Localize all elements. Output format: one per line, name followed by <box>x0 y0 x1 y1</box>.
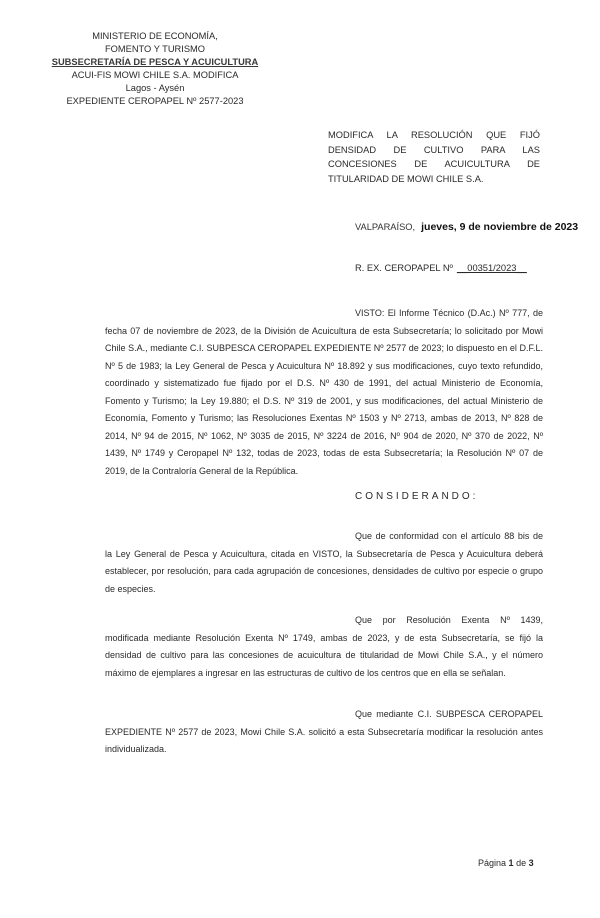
considerando-title: CONSIDERANDO: <box>355 491 479 502</box>
header-subsecretaria: SUBSECRETARÍA DE PESCA Y ACUICULTURA <box>51 57 259 67</box>
considerando-paragraph-3 <box>105 706 543 759</box>
visto-paragraph <box>105 305 543 480</box>
page-total: 3 <box>528 858 534 868</box>
ministry-header <box>40 30 270 108</box>
resolution-number-value: __00351/2023__ <box>456 263 527 273</box>
page-of: de <box>516 858 527 868</box>
header-matter: ACUI-FIS MOWI CHILE S.A. MODIFICA <box>71 70 239 80</box>
header-ministry-line2: FOMENTO Y TURISMO <box>104 44 206 54</box>
place-and-date <box>355 217 578 235</box>
resolution-subject: MODIFICA LA RESOLUCIÓN QUE FIJÓ DENSIDAD DE CULTIVO PARA LAS CONCESIONES DE ACUICULTURA DE TITULARIDAD DE MOWI CHILE S.A. <box>328 130 540 184</box>
resolution-number <box>355 263 527 273</box>
date: jueves, 9 de noviembre de 2023 <box>421 221 579 233</box>
place: VALPARAÍSO, <box>355 222 416 232</box>
considerando-text: Que de conformidad con el artículo 88 bis de la Ley General de Pesca y Acuicultura, citada en VISTO, la Subsecretaría de Pesca y Acuicultura deberá establecer, por resolución, para cada agrupación de concesiones, densidades de cultivo por especie o grupo de especies. <box>105 531 543 594</box>
visto-text: VISTO: El Informe Técnico (D.Ac.) Nº 777, de fecha 07 de noviembre de 2023, de la División de Acuicultura de esta Subsecretaría; lo solicitado por Mowi Chile S.A., mediante C.I. SUBPESCA CEROPAPEL EXPEDIENTE Nº 2577 de 2023; lo dispuesto en el D.F.L. Nº 5 de 1983; la Ley General de Pesca y Acuicultura Nº 18.892 y sus modificaciones, cuyo texto refundido, coordinado y sistematizado fue fijado por el D.S. Nº 430 de 1991, del actual Ministerio de Economía, Fomento y Turismo; la Ley 19.880; el D.S. Nº 319 de 2001, y sus modificaciones, del actual Ministerio de Economía, Fomento y Turismo; las Resoluciones Exentas Nº 1503 y Nº 2713, ambas de 2013, Nº 828 de 2014, Nº 94 de 2015, Nº 1062, Nº 3035 de 2015, Nº 3224 de 2016, Nº 904 de 2020, Nº 370 de 2022, Nº 1439, Nº 1749 y Ceropapel Nº 132, todas de 2023, todas de esta Subsecretaría; la Resolución Nº 07 de 2019, de la Contraloría General de la República. <box>105 308 543 476</box>
considerando-text: Que mediante C.I. SUBPESCA CEROPAPEL EXPEDIENTE Nº 2577 de 2023, Mowi Chile S.A. solicitó a esta Subsecretaría modificar la resolución antes individualizada. <box>105 709 543 754</box>
page-counter <box>478 858 534 868</box>
header-ministry-line: MINISTERIO DE ECONOMÍA, <box>92 31 218 41</box>
header-expediente: EXPEDIENTE CEROPAPEL Nº 2577-2023 <box>66 96 244 106</box>
considerando-paragraph-1 <box>105 528 543 598</box>
considerando-text: Que por Resolución Exenta Nº 1439, modificada mediante Resolución Exenta Nº 1749, ambas de 2023, y de esta Subsecretaría, se fijó la densidad de cultivo para las concesiones de acuicultura de titularidad de Mowi Chile S.A., y el número máximo de ejemplares a ingresar en las estructuras de cultivo de los centros que en ella se señalan. <box>105 615 543 678</box>
page-current: 1 <box>508 858 514 868</box>
considerando-paragraph-2 <box>105 612 543 682</box>
header-region: Lagos - Aysén <box>125 83 185 93</box>
resolution-label: R. EX. CEROPAPEL Nº <box>355 263 453 273</box>
page-prefix: Página <box>478 858 507 868</box>
